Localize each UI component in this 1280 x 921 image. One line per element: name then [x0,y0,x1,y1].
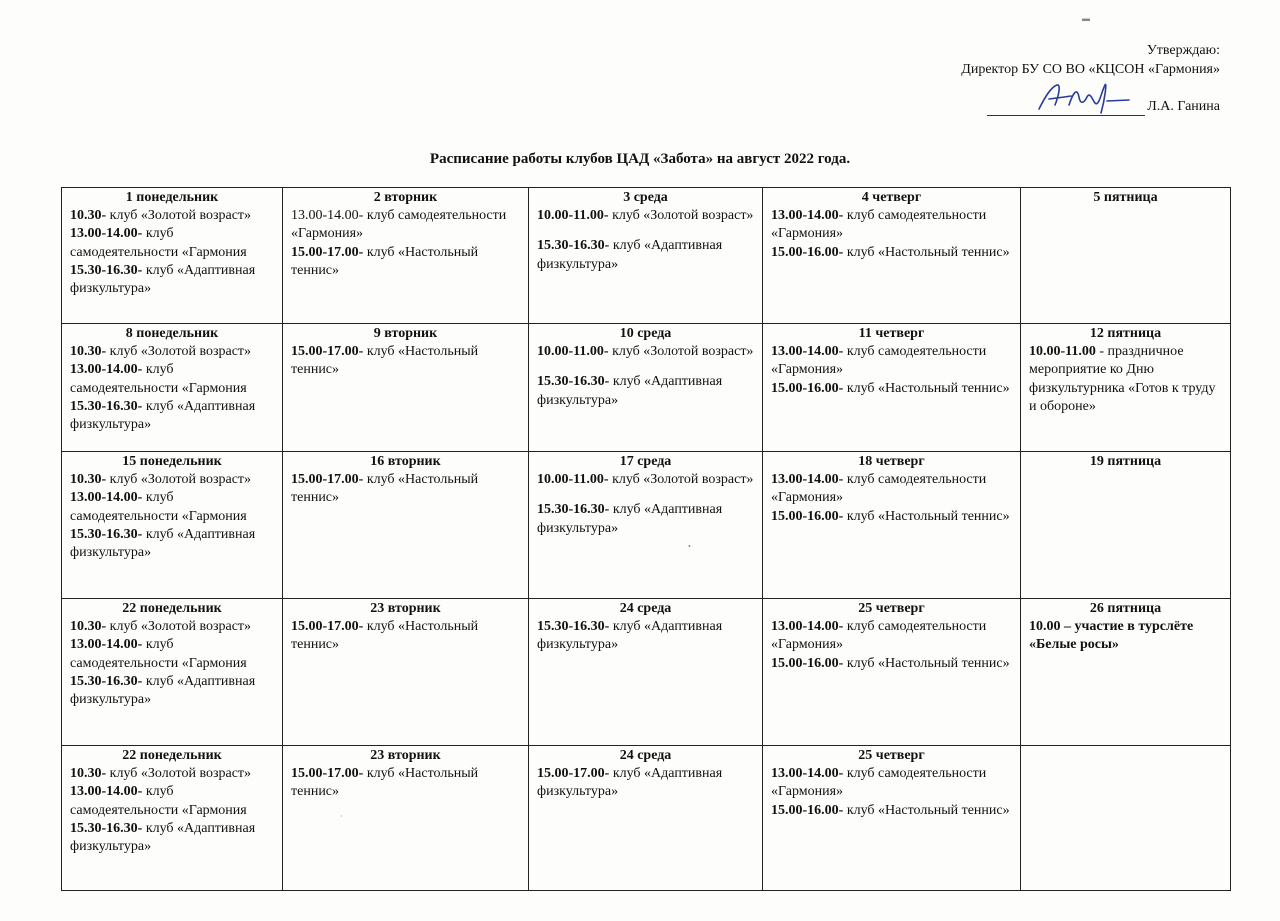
schedule-entry [537,765,754,801]
entry-time: 15.30-16.30- [70,398,143,414]
table-cell [1021,746,1231,891]
schedule-entry [70,526,274,562]
table-cell [763,746,1021,891]
entry-time: 15.30-16.30- [70,262,143,278]
entry-text: клуб самодеятельности «Гармония [70,784,247,818]
schedule-entry [537,361,754,373]
day-label: 22 понедельник [122,601,222,616]
schedule-entry [70,489,274,525]
entry-time: 13.00-14.00- [771,472,844,488]
entry-time: 15.00-17.00- [291,619,364,635]
day-label: 4 четверг [861,190,922,205]
table-cell [529,188,763,324]
table-cell [283,188,529,324]
entry-time: 15.30-16.30- [70,526,143,542]
schedule-entry [70,262,274,298]
entry-text: клуб «Адаптивная физкультура» [70,526,256,561]
schedule-entry [537,471,754,489]
table-cell [763,324,1021,452]
entry-text: клуб «Настольный теннис» [843,244,1010,260]
table-cell [529,746,763,891]
entry-text: клуб «Настольный теннис» [843,508,1010,524]
approval-director: Директор БУ СО ВО «КЦСОН «Гармония» [961,62,1220,77]
entry-text: клуб «Адаптивная физкультура» [537,238,723,272]
entry-time: 10.30- [70,208,107,224]
table-cell [283,452,529,599]
entry-time: 13.00-14.00- [771,208,844,224]
entry-time: 13.00-14.00- [70,490,143,506]
entry-text: клуб «Золотой возраст» [608,344,754,360]
entry-time: 15.30-16.30- [537,619,610,635]
schedule-entry [771,765,1012,801]
entry-time: 10.30- [70,766,107,782]
schedule-entry [70,225,274,261]
entry-time: 10.00-11.00 [1029,344,1096,360]
day-label: 24 среда [619,601,672,616]
entry-text: клуб самодеятельности «Гармония [70,362,247,396]
entry-text: клуб «Настольный теннис» [843,655,1010,671]
schedule-entry [771,508,1012,526]
approval-block [961,41,1220,116]
day-label: 1 понедельник [125,190,219,205]
table-cell [1021,324,1231,452]
table-cell [763,599,1021,746]
schedule-entry [771,802,1012,820]
entry-time: 10.30- [70,619,107,635]
entry-text: клуб «Адаптивная физкультура» [70,262,256,297]
entry-time: 13.00-14.00- [771,344,844,360]
entry-text: клуб самодеятельности «Гармония [70,226,247,260]
scan-speck: ▬ [1082,14,1090,23]
day-label: 12 пятница [1089,326,1162,341]
table-cell [283,324,529,452]
entry-text: клуб самодеятельности «Гармония [70,490,247,524]
schedule-entry [291,471,520,507]
entry-text: клуб «Золотой возраст» [106,766,252,782]
entry-text: клуб самодеятельности «Гармония» [771,766,987,800]
day-label: 10 среда [619,326,672,341]
schedule-entry [70,207,274,225]
entry-text: клуб «Золотой возраст» [106,472,252,488]
schedule-body [62,188,1231,891]
schedule-entry [537,373,754,409]
table-row [62,324,1231,452]
schedule-entry [291,618,520,654]
approval-heading: Утверждаю: [1146,43,1220,58]
entry-text: клуб «Настольный теннис» [291,472,479,506]
entry-text: клуб «Настольный теннис» [291,619,479,653]
page-title: Расписание работы клубов ЦАД «Забота» на август 2022 года. [429,151,851,167]
entry-time: 15.00-16.00- [771,380,844,396]
entry-time: 10.30- [70,344,107,360]
day-label: 26 пятница [1089,601,1162,616]
entry-time: 10.00-11.00- [537,208,609,224]
table-cell [62,746,283,891]
entry-text: клуб самодеятельности «Гармония» [771,208,987,242]
table-cell [529,324,763,452]
entry-time: 15.00-16.00- [771,802,844,818]
entry-text: клуб «Адаптивная физкультура» [537,619,723,653]
schedule-entry [537,501,754,537]
entry-text: клуб «Настольный теннис» [291,344,479,378]
schedule-entry [291,343,520,379]
entry-time: 13.00-14.00- [70,637,143,653]
entry-text: клуб «Настольный теннис» [291,766,479,800]
schedule-entry [70,673,274,709]
scan-speck: • [688,542,691,551]
table-cell [283,599,529,746]
entry-text: клуб «Настольный теннис» [843,802,1010,818]
schedule-entry [70,765,274,783]
entry-time: 13.00-14.00- [771,766,844,782]
day-label: 3 среда [623,190,668,205]
entry-text: клуб «Адаптивная физкультура» [537,502,723,536]
table-cell [1021,452,1231,599]
entry-time: 15.30-16.30- [537,238,610,254]
day-label: 25 четверг [858,601,925,616]
entry-time: 10.30- [70,472,107,488]
schedule-entry [70,361,274,397]
schedule-table [61,187,1231,891]
entry-time: 13.00-14.00- [70,784,143,800]
schedule-entry [537,343,754,361]
schedule-entry [70,471,274,489]
entry-time: 15.00-17.00- [291,344,364,360]
table-cell [62,324,283,452]
handwritten-signature [1035,79,1135,119]
entry-text: клуб «Настольный теннис» [291,244,479,278]
schedule-entry [291,207,520,243]
table-row [62,746,1231,891]
schedule-entry [771,655,1012,673]
entry-text: клуб «Золотой возраст» [106,619,252,635]
day-label: 18 четверг [858,454,925,469]
entry-text: клуб «Золотой возраст» [608,472,754,488]
schedule-entry [771,244,1012,262]
day-label: 19 пятница [1089,454,1162,469]
entry-time: 13.00-14.00- [70,362,143,378]
entry-time: 15.30-16.30- [537,374,610,390]
schedule-entry [537,237,754,273]
entry-time: 13.00-14.00- [771,619,844,635]
entry-text: клуб самодеятельности «Гармония» [771,619,987,653]
schedule-entry [771,343,1012,379]
entry-text: 13.00-14.00- клуб самодеятельности «Гармония» [291,208,507,242]
entry-text: клуб «Адаптивная физкультура» [537,374,723,408]
day-label: 16 вторник [370,454,441,469]
schedule-entry [771,207,1012,243]
schedule-entry [537,207,754,225]
day-label: 11 четверг [858,326,925,341]
day-label: 25 четверг [858,748,925,763]
day-label: 23 вторник [370,748,441,763]
schedule-entry [70,398,274,434]
day-label: 23 вторник [370,601,441,616]
signer-name: Л.А. Ганина [1147,99,1220,114]
entry-time: 15.00-17.00- [537,766,610,782]
entry-time: 15.00-16.00- [771,655,844,671]
entry-text: клуб «Адаптивная физкультура» [537,766,723,800]
day-label: 2 вторник [373,190,438,205]
schedule-entry [291,765,520,801]
schedule-entry [70,783,274,819]
entry-time: 13.00-14.00- [70,226,143,242]
schedule-entry [70,820,274,856]
entry-time: 10.00 – участие в турслёте «Белые росы» [1029,619,1194,653]
table-cell [529,452,763,599]
day-label: 24 среда [619,748,672,763]
entry-time: 10.00-11.00- [537,472,609,488]
table-cell [62,188,283,324]
schedule-entry [70,618,274,636]
entry-time: 15.00-16.00- [771,508,844,524]
table-cell [1021,599,1231,746]
entry-time: 15.00-16.00- [771,244,844,260]
entry-time: 15.00-17.00- [291,244,364,260]
table-cell [62,599,283,746]
schedule-entry [70,343,274,361]
entry-text: клуб «Настольный теннис» [843,380,1010,396]
table-row [62,452,1231,599]
entry-time: 10.00-11.00- [537,344,609,360]
table-cell [283,746,529,891]
entry-time: 15.30-16.30- [537,502,610,518]
entry-time: 15.30-16.30- [70,673,143,689]
table-row [62,599,1231,746]
entry-text: клуб «Золотой возраст» [608,208,754,224]
table-cell [763,188,1021,324]
entry-text: клуб «Адаптивная физкультура» [70,820,256,855]
schedule-entry [537,489,754,501]
schedule-entry [537,225,754,237]
schedule-entry [771,471,1012,507]
schedule-entry [291,244,520,280]
entry-text: клуб «Золотой возраст» [106,208,252,224]
schedule-entry [1029,618,1222,654]
day-label: 17 среда [619,454,672,469]
entry-time: 15.00-17.00- [291,472,364,488]
table-cell [1021,188,1231,324]
day-label: 22 понедельник [122,748,222,763]
entry-text: клуб самодеятельности «Гармония» [771,472,987,506]
day-label: 5 пятница [1093,190,1158,205]
entry-text: - праздничное мероприятие ко Дню физкультурника «Готов к труду и обороне» [1029,344,1216,414]
entry-text: клуб самодеятельности «Гармония [70,637,247,671]
schedule-entry [537,618,754,654]
day-label: 15 понедельник [122,454,222,469]
entry-text: клуб самодеятельности «Гармония» [771,344,987,378]
day-label: 8 понедельник [125,326,219,341]
entry-text: клуб «Адаптивная физкультура» [70,673,256,708]
entry-time: 15.00-17.00- [291,766,364,782]
table-cell [763,452,1021,599]
entry-time: 15.30-16.30- [70,820,143,836]
table-cell [62,452,283,599]
scan-speck: · [340,812,343,821]
signature-row [961,93,1220,116]
entry-text: клуб «Адаптивная физкультура» [70,398,256,433]
day-label: 9 вторник [373,326,438,341]
schedule-entry [70,636,274,672]
schedule-entry [771,618,1012,654]
schedule-entry [771,380,1012,398]
schedule-entry [1029,343,1222,416]
table-row [62,188,1231,324]
table-cell [529,599,763,746]
signature-line [987,93,1145,116]
entry-text: клуб «Золотой возраст» [106,344,252,360]
